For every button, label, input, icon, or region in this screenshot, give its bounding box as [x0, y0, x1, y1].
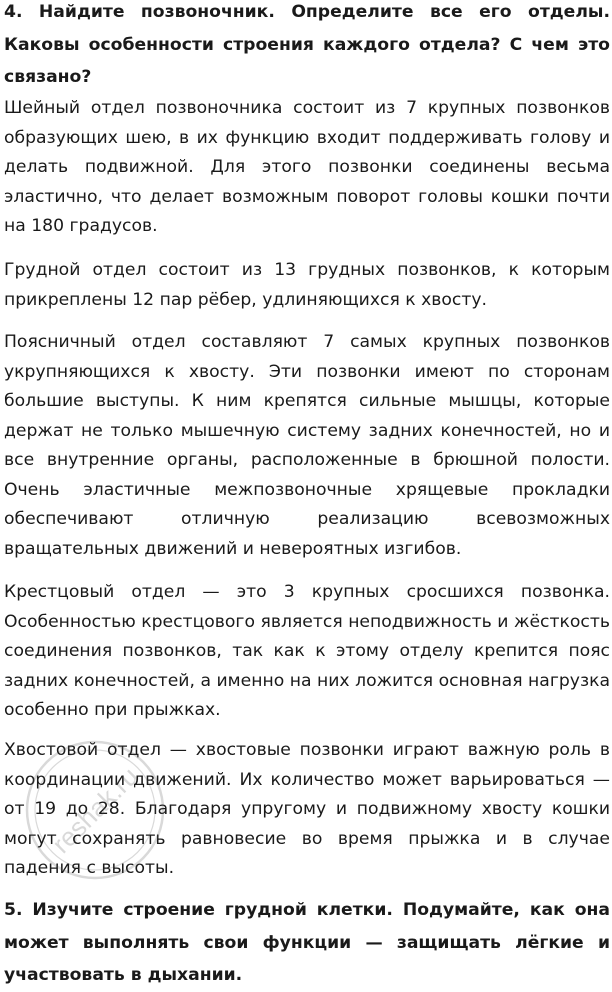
paragraph-cervical: Шейный отдел позвоночника состоит из 7 крупных позвонков образующих шею, в их функцию входит поддерживать голову и делать подвижной. Для этого позвонки соединены весьма эластично, что делает возможным поворот головы кошки почти на 180 градусов. [4, 98, 610, 236]
paragraph-thoracic: Грудной отдел состоит из 13 грудных позвонков, к которым прикреплены 12 пар рёбер, удлиняющихся к хвосту. [4, 260, 610, 310]
watermark-text: reshak.ru [46, 761, 144, 859]
paragraph-caudal: Хвостовой отдел — хвостовые позвонки играют важную роль в координации движений. Их количество может варьироваться — от 19 до 28. Благодаря упругому и подвижному хвосту кошки могут сохранять равновесие во время прыжка и в случае падения с высоты. [4, 740, 610, 878]
question-5-heading: 5. Изучите строение грудной клетки. Подумайте, как она может выполнять свои функции — защищать лёгкие и участвовать в дыхании. [4, 900, 610, 985]
paragraph-sacral: Крестцовый отдел — это 3 крупных сросшихся позвонка. Особенностью крестцового является неподвижность и жёсткость соединения позвонков, так как к этому отделу крепится пояс задних конечностей, а именно на них ложится основная нагрузка особенно при прыжках. [4, 582, 610, 720]
paragraph-lumbar: Поясничный отдел составляют 7 самых крупных позвонков укрупняющихся к хвосту. Эти позвонки имеют по сторонам большие выступы. К ним крепятся сильные мышцы, которые держат не только мышечную систему задних конечностей, но и все внутренние органы, расположенные в брюшной полости. Очень эластичные межпозвоночные хрящевые прокладки обеспечивают отличную реализацию всевозможных вращательных движений и невероятных изгибов. [4, 332, 610, 559]
question-4-heading: 4. Найдите позвоночник. Определите все его отделы. Каковы особенности строения каждого отдела? С чем это связано? [4, 2, 610, 87]
